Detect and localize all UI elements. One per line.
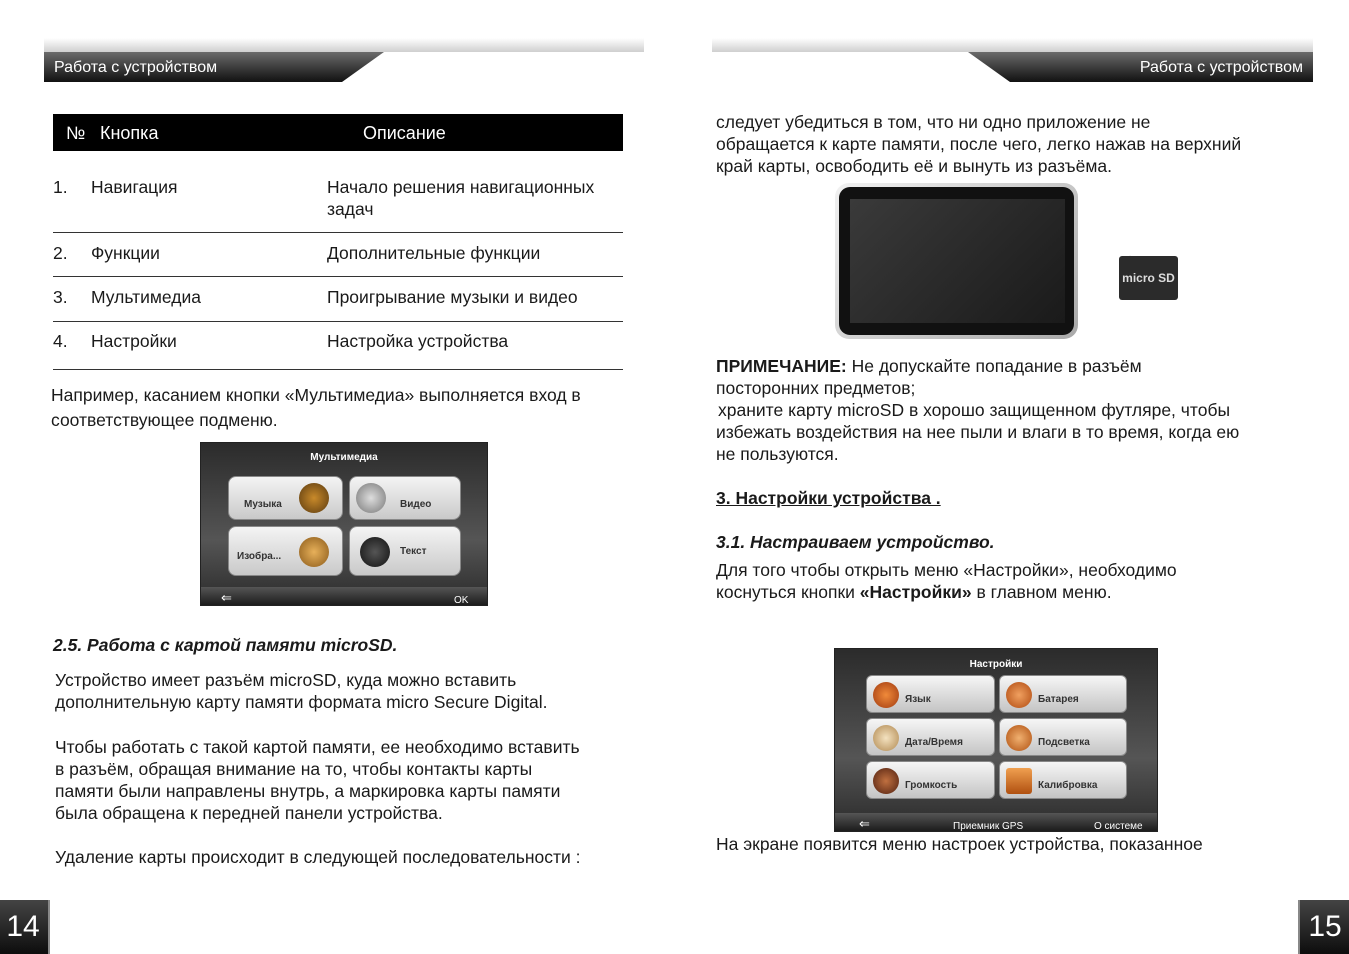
settings-datetime-tile (866, 718, 995, 756)
clock-icon (873, 725, 899, 751)
header-right (712, 50, 1313, 82)
battery-label: Батарея (1038, 694, 1079, 705)
row-num: 4. (53, 331, 68, 351)
video-label: Видео (400, 499, 432, 510)
page-number-right: 15 (1298, 900, 1349, 954)
about-system-button[interactable]: О системе (1094, 821, 1143, 832)
settings-title: Настройки (969, 659, 1023, 670)
speaker-icon (873, 768, 899, 794)
settings-backlight-tile (999, 718, 1127, 756)
row-desc: Дополнительные функции (327, 243, 541, 263)
settings-back-arrow-icon[interactable]: ⇐ (859, 816, 870, 831)
table-row (53, 233, 623, 277)
row-num: 2. (53, 243, 68, 263)
row-button: Мультимедиа (91, 287, 201, 307)
note-label: ПРИМЕЧАНИЕ: (716, 356, 847, 376)
note-first: Не допускайте попадание в разъём (846, 356, 1142, 376)
gps-receiver-button[interactable]: Приемник GPS (953, 821, 1024, 832)
note-line-1 (716, 355, 1142, 377)
example-line-1: Например, касанием кнопки «Мультимедиа» выполняется вход в (51, 385, 581, 405)
right-p1-line-1: следует убедиться в том, что ни одно приложение не (716, 112, 1151, 132)
language-icon (873, 682, 899, 708)
images-tile (228, 526, 343, 576)
multimedia-screenshot (200, 442, 488, 606)
section-25-title: 2.5. Работа с картой памяти microSD. (53, 635, 398, 655)
p1-line-2: дополнительную карту памяти формата micro Secure Digital. (55, 692, 548, 712)
p31-line-2 (716, 581, 1112, 603)
header-left-title: Работа с устройством (54, 59, 218, 76)
row-num: 1. (53, 177, 68, 197)
note-line-2: посторонних предметов; (716, 378, 916, 398)
p2-line-2: в разъём, обращая внимание на то, чтобы контакты карты (55, 759, 533, 779)
p31-a: коснуться кнопки (716, 582, 860, 602)
row-desc: Проигрывание музыки и видео (327, 287, 578, 307)
p31-c: в главном меню. (971, 582, 1112, 602)
header-left (44, 50, 644, 82)
music-label: Музыка (244, 499, 282, 510)
row-button: Настройки (91, 331, 177, 351)
row-desc: Начало решения навигационных задач (327, 177, 595, 219)
photos-icon (299, 537, 329, 567)
back-arrow-icon[interactable]: ⇐ (221, 590, 232, 605)
col-num: № (66, 123, 86, 143)
right-p1-line-2: обращается к карте памяти, после чего, легко нажав на верхний (716, 134, 1242, 154)
language-label: Язык (905, 694, 931, 705)
battery-icon (1006, 682, 1032, 708)
settings-bottom-bar (835, 813, 1157, 831)
right-p1-line-3: край карты, освободить её и вынуть из разъёма. (716, 156, 1112, 176)
note-line-5: не пользуются. (716, 444, 839, 464)
multimedia-bottom-bar (201, 587, 487, 605)
p3-line: Удаление карты происходит в следующей последовательности : (55, 847, 581, 867)
p2-line-1: Чтобы работать с такой картой памяти, ее необходимо вставить (55, 737, 580, 757)
books-icon (360, 537, 390, 567)
volume-label: Громкость (905, 780, 958, 791)
settings-volume-tile (866, 761, 995, 799)
music-tile (228, 476, 343, 520)
row-desc: Настройка устройства (327, 331, 509, 351)
datetime-label: Дата/Время (905, 737, 963, 748)
settings-screenshot (834, 648, 1158, 832)
last-line: На экране появится меню настроек устройства, показанное (716, 834, 1203, 854)
navigator-device-image (835, 183, 1078, 339)
section-3-title: 3. Настройки устройства . (716, 488, 941, 508)
multimedia-title: Мультимедиа (310, 452, 378, 463)
table-row (53, 277, 623, 322)
calibration-icon (1006, 768, 1032, 794)
row-num: 3. (53, 287, 68, 307)
col-desc: Описание (363, 123, 446, 143)
buttons-table (53, 114, 623, 370)
table-row (53, 151, 623, 233)
backlight-icon (1006, 725, 1032, 751)
settings-battery-tile (999, 675, 1127, 713)
calibration-label: Калибровка (1038, 780, 1098, 791)
ok-button[interactable]: OK (454, 595, 469, 606)
table-header (53, 114, 623, 151)
text-tile (349, 526, 461, 576)
section-31-title: 3.1. Настраиваем устройство. (716, 532, 995, 552)
row-button: Навигация (91, 177, 178, 197)
text-label: Текст (400, 546, 427, 557)
images-label: Изобра... (237, 551, 282, 562)
device-screen (850, 199, 1065, 323)
backlight-label: Подсветка (1038, 737, 1090, 748)
note-line-3: храните карту microSD в хорошо защищенном футляре, чтобы (718, 400, 1231, 420)
header-right-title: Работа с устройством (1139, 59, 1303, 76)
microsd-card-image: micro SD (1119, 256, 1178, 300)
clapperboard-icon (356, 483, 386, 513)
video-tile (349, 476, 461, 520)
p1-line-1: Устройство имеет разъём microSD, куда можно вставить (55, 670, 517, 690)
col-button: Кнопка (100, 123, 159, 143)
p31-b: «Настройки» (859, 582, 972, 602)
example-line-2: соответствующее подменю. (51, 410, 278, 430)
p2-line-3: памяти были направлены внутрь, а маркировка карты памяти (55, 781, 561, 801)
page-number-left: 14 (0, 900, 50, 954)
row-button: Функции (91, 243, 160, 263)
p2-line-4: была обращена к передней панели устройства. (55, 803, 443, 823)
settings-calibration-tile (999, 761, 1127, 799)
table-row (53, 322, 623, 370)
note-line-4: избежать воздействия на нее пыли и влаги в то время, когда ею (716, 422, 1240, 442)
p31-line-1: Для того чтобы открыть меню «Настройки», необходимо (716, 560, 1177, 580)
headphones-icon (299, 483, 329, 513)
settings-language-tile (866, 675, 995, 713)
